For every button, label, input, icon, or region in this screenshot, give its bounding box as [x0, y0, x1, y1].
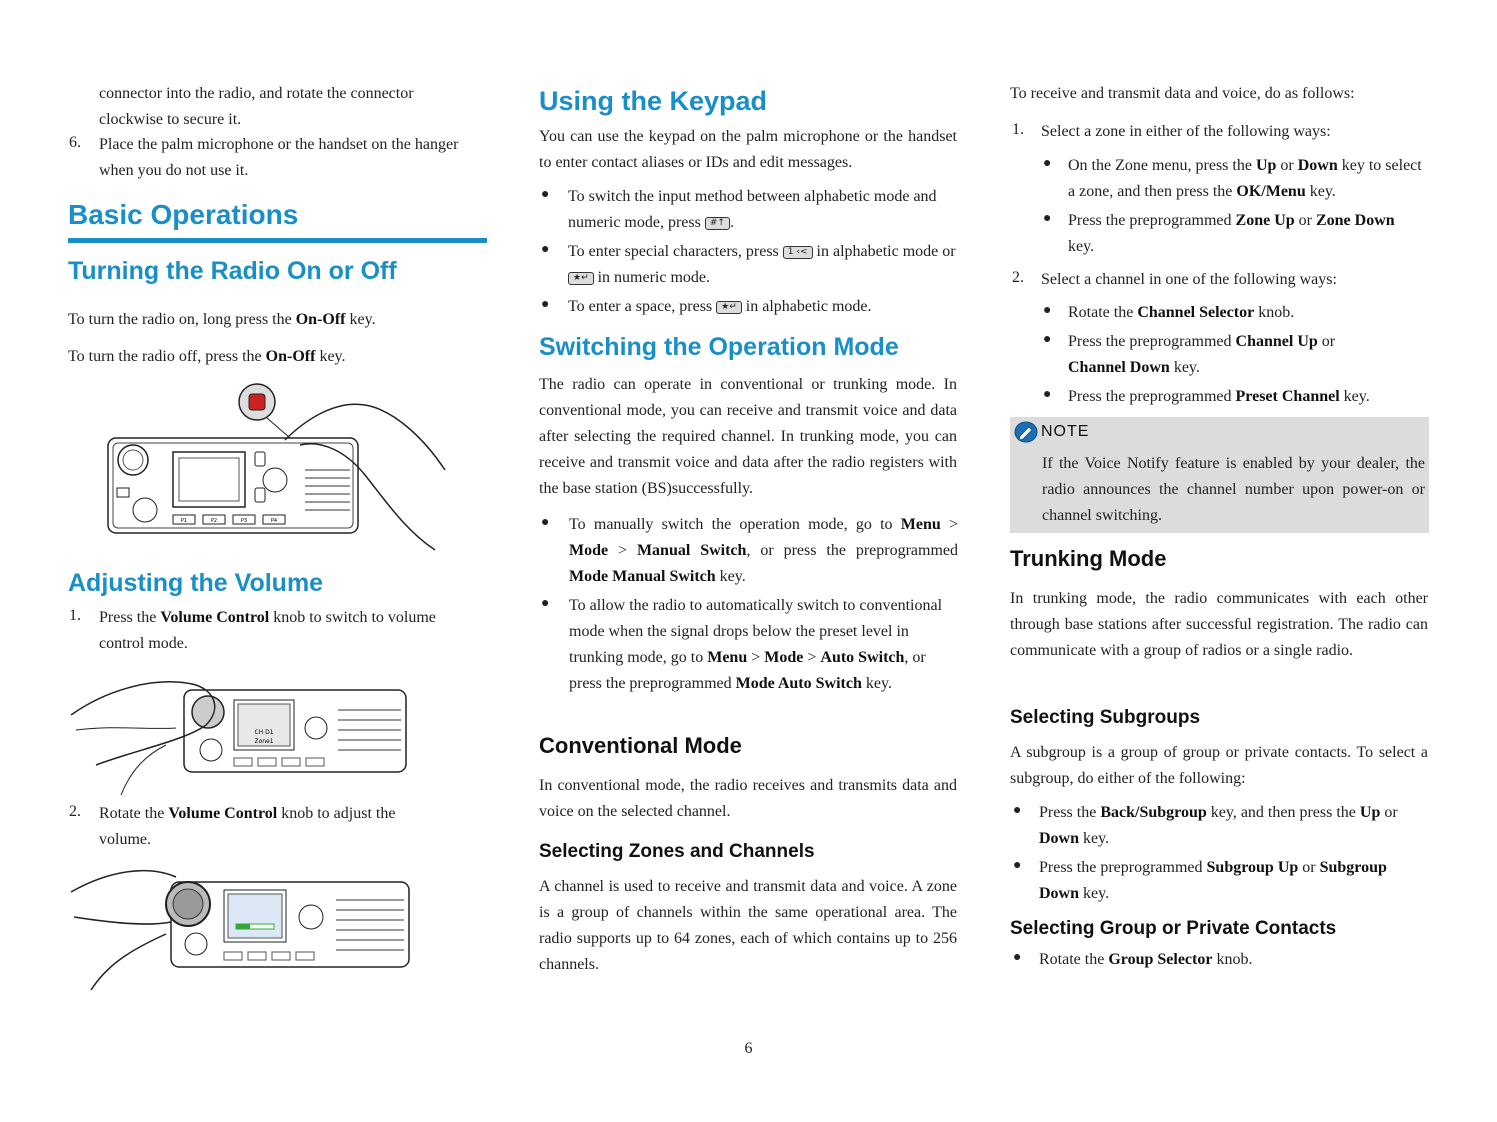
- heading-switching-mode: Switching the Operation Mode: [539, 333, 899, 361]
- figure-screen-zone: Zone1: [254, 738, 274, 745]
- volume-step-1: Press the Volume Control knob to switch to volume control mode.: [99, 609, 436, 652]
- radio-power-figure: [105, 380, 450, 555]
- zones-text: A channel is used to receive and transmit data and voice. A zone is a group of channels within the same operational area. The radio supports up to 64 zones, each of which contains up to 256 channels.: [539, 878, 957, 973]
- section-title-basic-operations: Basic Operations: [68, 199, 299, 230]
- zone-bullet-2: Press the preprogrammed Zone Up or Zone Down key.: [1068, 212, 1395, 255]
- switching-bullet-1: To manually switch the operation mode, go to Menu > Mode > Manual Switch, or press the preprogrammed Mode Manual Switch key.: [569, 516, 958, 585]
- bullet: ●: [541, 515, 550, 530]
- continued-step-text: connector into the radio, and rotate the connector clockwise to secure it.: [99, 85, 414, 128]
- note-label: NOTE: [1041, 423, 1090, 440]
- heading-adjusting-volume: Adjusting the Volume: [68, 569, 324, 597]
- note-box: [1010, 417, 1429, 533]
- conventional-text: In conventional mode, the radio receives and transmits data and voice on the selected channel.: [539, 777, 957, 820]
- receive-intro: To receive and transmit data and voice, do as follows:: [1010, 85, 1355, 102]
- zone-step-1: Select a zone in either of the following ways:: [1041, 123, 1331, 140]
- bullet: ●: [1043, 303, 1052, 318]
- bullet: ●: [1013, 858, 1022, 873]
- figure-key-label: P1: [180, 518, 188, 524]
- power-on-text: To turn the radio on, long press the On-Off key.: [68, 311, 376, 328]
- keypad-bullet-2: To enter special characters, press 1 ‹< in alphabetic mode or ★↵ in numeric mode.: [568, 243, 956, 286]
- channel-step-2: Select a channel in one of the following ways:: [1041, 271, 1337, 288]
- volume-rotate-figure: [66, 862, 411, 992]
- heading-zones-channels: Selecting Zones and Channels: [539, 841, 815, 862]
- bullet: ●: [1013, 950, 1022, 965]
- heading-trunking-mode: Trunking Mode: [1010, 546, 1167, 571]
- switching-intro: The radio can operate in conventional or trunking mode. In conventional mode, you can receive and transmit voice and data after selecting the required channel. In trunking mode, you can receive and transmit voice and data after the radio registers with the base station (BS)successfully.: [539, 376, 957, 497]
- note-pencil-icon: [1013, 420, 1039, 444]
- figure-key-label: P3: [240, 518, 248, 524]
- keypad-bullet-1: To switch the input method between alphabetic mode and numeric mode, press #↑ .: [568, 188, 937, 231]
- bullet: ●: [1043, 332, 1052, 347]
- subgroup-bullet-2: Press the preprogrammed Subgroup Up or Subgroup Down key.: [1039, 859, 1387, 902]
- power-off-text: To turn the radio off, press the On-Off key.: [68, 348, 346, 365]
- bullet: ●: [1043, 387, 1052, 402]
- volume-press-figure: [66, 670, 411, 795]
- subgroup-bullet-1: Press the Back/Subgroup key, and then press the Up or Down key.: [1039, 804, 1398, 847]
- channel-bullet-2: Press the preprogrammed Channel Up or Channel Down key.: [1068, 333, 1336, 376]
- heading-conventional-mode: Conventional Mode: [539, 733, 742, 758]
- heading-using-keypad: Using the Keypad: [539, 86, 768, 116]
- switching-bullet-2: To allow the radio to automatically switch to conventional mode when the signal drops below the preset level in trunking mode, go to Menu > Mode > Auto Switch, or press the preprogrammed Mode Auto Switch key.: [569, 597, 943, 692]
- bullet: ●: [1043, 156, 1052, 171]
- figure-key-label: P4: [270, 518, 278, 524]
- bullet: ●: [541, 297, 550, 312]
- star-key-icon: ★↵: [568, 272, 594, 285]
- note-text: If the Voice Notify feature is enabled by your dealer, the radio announces the channel number upon power-on or channel switching.: [1042, 455, 1425, 524]
- section-rule: [68, 238, 487, 243]
- figure-screen-channel: CH D1: [254, 729, 274, 736]
- step-number: 1.: [69, 607, 81, 624]
- bullet: ●: [541, 187, 550, 202]
- group-bullet-1: Rotate the Group Selector knob.: [1039, 951, 1253, 968]
- subgroups-text: A subgroup is a group of group or private contacts. To select a subgroup, do either of the following:: [1010, 744, 1428, 787]
- bullet: ●: [1043, 211, 1052, 226]
- keypad-intro: You can use the keypad on the palm microphone or the handset to enter contact aliases or IDs and edit messages.: [539, 128, 957, 171]
- trunking-text: In trunking mode, the radio communicates with each other through base stations after successful registration. The radio can communicate with a group of radios or a single radio.: [1010, 590, 1428, 659]
- heading-turning-radio: Turning the Radio On or Off: [68, 257, 397, 285]
- keypad-bullet-3: To enter a space, press ★↵ in alphabetic mode.: [568, 298, 872, 315]
- heading-group-private-contacts: Selecting Group or Private Contacts: [1010, 918, 1337, 939]
- one-key-icon: 1 ‹<: [783, 246, 813, 259]
- channel-bullet-3: Press the preprogrammed Preset Channel key.: [1068, 388, 1370, 405]
- bullet: ●: [541, 242, 550, 257]
- channel-bullet-1: Rotate the Channel Selector knob.: [1068, 304, 1295, 321]
- bullet: ●: [541, 596, 550, 611]
- step-6-text: Place the palm microphone or the handset on the hanger when you do not use it.: [99, 136, 459, 179]
- heading-selecting-subgroups: Selecting Subgroups: [1010, 707, 1201, 728]
- star-key-icon: ★↵: [716, 301, 742, 314]
- page-number: 6: [744, 1040, 753, 1057]
- volume-step-2: Rotate the Volume Control knob to adjust the volume.: [99, 805, 396, 848]
- figure-key-label: P2: [210, 518, 218, 524]
- step-number: 6.: [69, 134, 81, 151]
- bullet: ●: [1013, 803, 1022, 818]
- hash-key-icon: #↑: [705, 217, 730, 230]
- step-number: 2.: [69, 803, 81, 820]
- step-number: 1.: [1012, 121, 1024, 138]
- step-number: 2.: [1012, 269, 1024, 286]
- zone-bullet-1: On the Zone menu, press the Up or Down key to select a zone, and then press the OK/Menu key.: [1068, 157, 1422, 200]
